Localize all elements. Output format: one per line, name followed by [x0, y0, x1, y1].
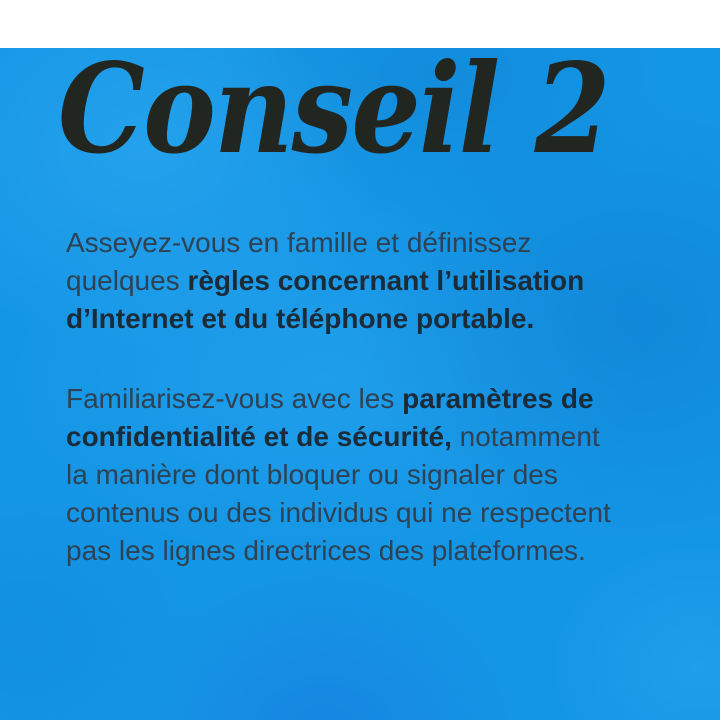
text-run: Asseyez-vous en famille et définissez: [66, 227, 532, 258]
text-run: contenus ou des individus qui ne respectent: [66, 497, 611, 528]
text-run-bold: règles concernant l’utilisation: [187, 265, 585, 296]
text-line: [66, 494, 720, 532]
text-line: [66, 300, 720, 338]
poster-background: [0, 37, 720, 720]
paragraph-family-rules: [66, 224, 720, 338]
text-run: la manière dont bloquer ou signaler des: [66, 459, 558, 490]
text-run: notamment: [451, 421, 600, 452]
text-line: [66, 262, 720, 300]
text-line: [66, 418, 720, 456]
text-line: [66, 456, 720, 494]
text-run: Familiarisez-vous avec les: [66, 383, 403, 414]
text-run: pas les lignes directrices des plateformes.: [66, 535, 586, 566]
text-run-bold: paramètres de: [402, 383, 594, 414]
text-line: [66, 380, 720, 418]
paragraph-privacy-settings: [66, 380, 720, 570]
text-run-bold: d’Internet et du téléphone portable.: [66, 303, 535, 334]
text-line: [66, 224, 720, 262]
poster-title: Conseil 2: [58, 37, 609, 182]
poster-body: [66, 224, 720, 570]
text-run: quelques: [66, 265, 188, 296]
text-line: [66, 532, 720, 570]
text-run-bold: confidentialité et de sécurité,: [66, 421, 452, 452]
